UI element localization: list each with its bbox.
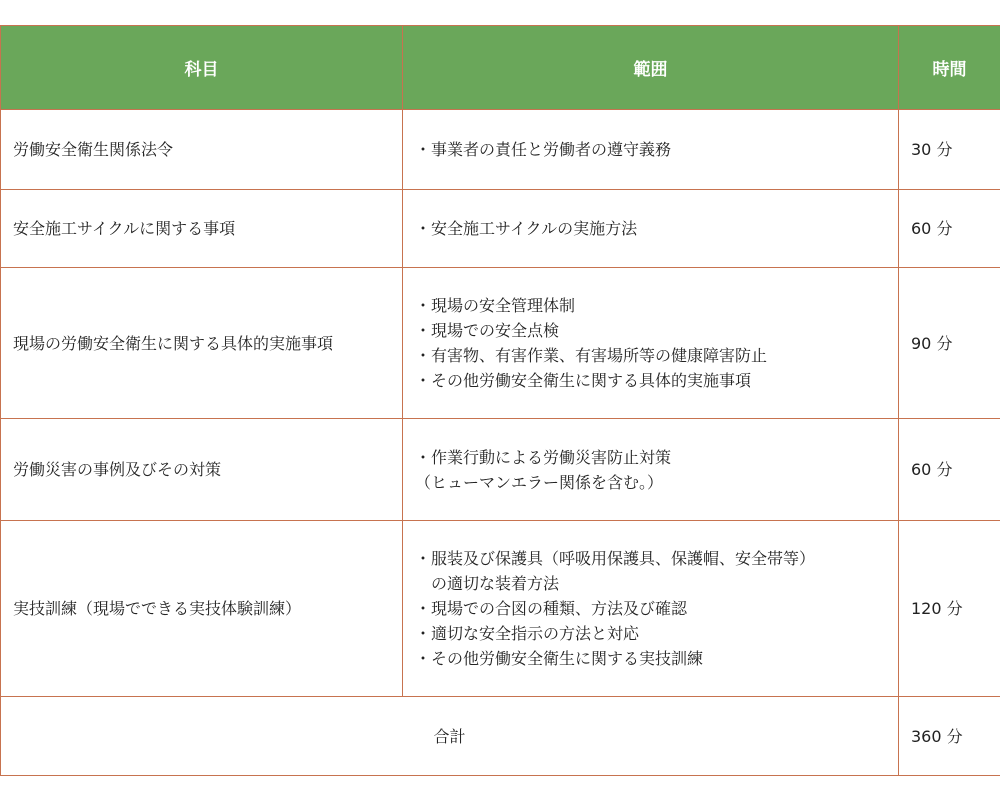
table-body (1, 110, 1000, 776)
scope-item: ・適切な安全指示の方法と対応 (415, 624, 640, 643)
subject-cell: 労働安全衛生関係法令 (1, 110, 403, 190)
scope-item: ・現場での安全点検 (415, 321, 560, 340)
scope-item: （ヒューマンエラー関係を含む。） (415, 472, 664, 492)
scope-cell (403, 190, 899, 268)
time-cell: 30 分 (899, 110, 1000, 190)
total-row (1, 697, 1000, 776)
table-row (1, 419, 1000, 521)
table-row (1, 521, 1000, 697)
header-scope: 範囲 (403, 26, 899, 110)
time-cell: 90 分 (899, 268, 1000, 419)
header-subject: 科目 (1, 26, 403, 110)
scope-item: ・現場での合図の種類、方法及び確認 (415, 599, 688, 618)
scope-item: ・その他労働安全衛生に関する具体的実施事項 (415, 371, 752, 390)
scope-cell (403, 268, 899, 419)
scope-item: の適切な装着方法 (415, 574, 560, 593)
time-cell: 120 分 (899, 521, 1000, 697)
scope-item: ・事業者の責任と労働者の遵守義務 (415, 140, 672, 159)
table-row (1, 110, 1000, 190)
header-time: 時間 (899, 26, 1000, 110)
table-header (1, 26, 1000, 110)
table-row (1, 268, 1000, 419)
scope-cell (403, 419, 899, 521)
scope-item: ・作業行動による労働災害防止対策 (415, 447, 672, 467)
subject-cell: 安全施工サイクルに関する事項 (1, 190, 403, 268)
scope-item: ・有害物、有害作業、有害場所等の健康障害防止 (415, 346, 768, 365)
total-time: 360 分 (899, 697, 1000, 776)
header-row (1, 26, 1000, 110)
subject-cell: 実技訓練（現場でできる実技体験訓練） (1, 521, 403, 697)
total-label: 合計 (1, 697, 899, 776)
curriculum-table (0, 25, 1000, 776)
scope-item: ・服装及び保護具（呼吸用保護具、保護帽、安全帯等） (415, 549, 816, 568)
time-cell: 60 分 (899, 419, 1000, 521)
subject-cell: 現場の労働安全衛生に関する具体的実施事項 (1, 268, 403, 419)
scope-cell (403, 110, 899, 190)
scope-cell (403, 521, 899, 697)
scope-item: ・安全施工サイクルの実施方法 (415, 219, 638, 238)
table-row (1, 190, 1000, 268)
scope-item: ・現場の安全管理体制 (415, 296, 576, 315)
scope-item: ・その他労働安全衛生に関する実技訓練 (415, 649, 704, 668)
subject-cell: 労働災害の事例及びその対策 (1, 419, 403, 521)
time-cell: 60 分 (899, 190, 1000, 268)
